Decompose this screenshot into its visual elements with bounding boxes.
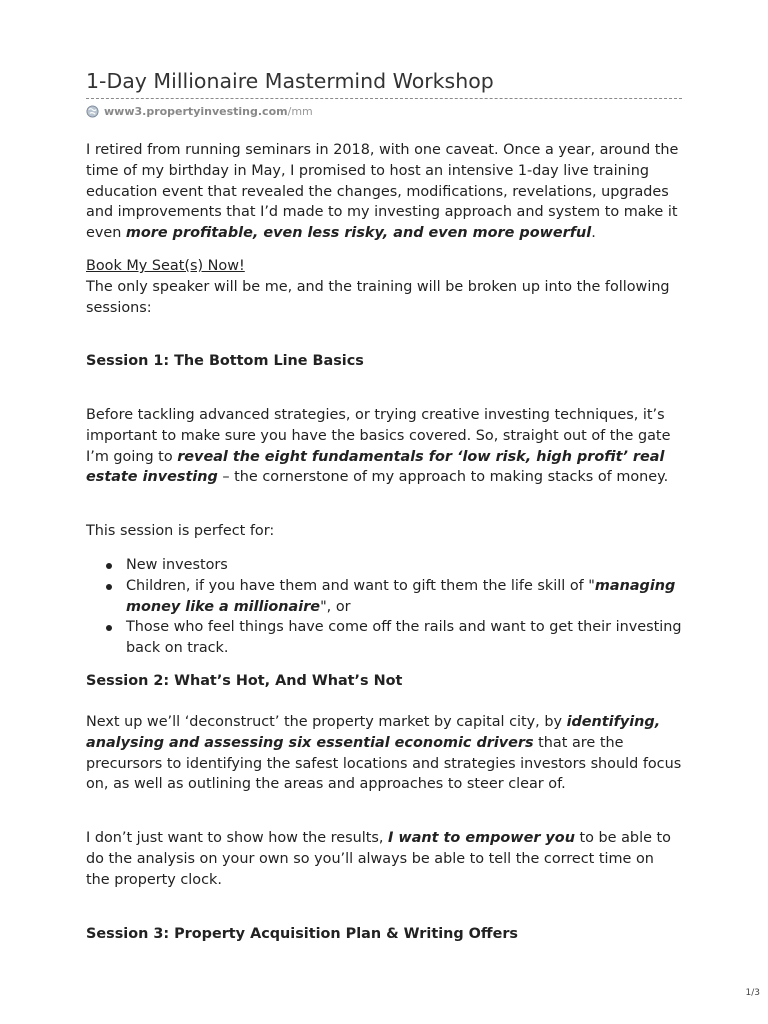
sessions-intro-text: The only speaker will be me, and the training will be broken up into the following sessions:	[86, 278, 670, 316]
book-seat-link[interactable]: Book My Seat(s) Now!	[86, 258, 245, 274]
globe-icon	[86, 105, 99, 118]
audience-list	[86, 555, 682, 659]
source-url[interactable]	[86, 103, 313, 119]
bullet-icon	[106, 625, 112, 631]
session1-audience-text: This session is perfect for:	[86, 523, 275, 539]
session1-end: – the cornerstone of my approach to making stacks of money.	[217, 469, 669, 486]
session1-emphasis: reveal the eight fundamentals for ‘low risk, high profit’ real estate investing	[86, 448, 665, 486]
list-item: Children, if you have them and want to gift them the life skill of "managing money like a millionaire", or	[86, 576, 682, 618]
session2-paragraph: Next up we’ll ‘deconstruct’ the property market by capital city, by identifying, analysing and assessing six essential economic drivers that are the precursors to identifying the safest locations and strategies investors should focus on, as well as outlining the areas and approaches to steer clear of.	[86, 714, 682, 793]
session1-paragraph	[86, 405, 682, 488]
intro-text: I retired from running seminars in 2018, with one caveat. Once a year, around the time of my birthday in May, I promised to host an intensive 1-day live training education event that revealed the changes, modifications, revelations, upgrades and improvements that I’d made to my investing approach and system to make it even	[86, 142, 679, 242]
page-number: 1/3	[745, 988, 760, 998]
title-divider	[86, 98, 682, 99]
empower-emphasis: I want to empower you	[388, 830, 575, 846]
session3-heading: Session 3: Property Acquisition Plan & Writing Offers	[86, 926, 518, 942]
intro-paragraph	[86, 140, 682, 244]
source-domain: www3.propertyinvesting.com	[104, 104, 288, 118]
list-item: New investors	[86, 555, 682, 576]
source-path: /mm	[287, 104, 313, 118]
session1-text: Before tackling advanced strategies, or trying creative investing techniques, it’s important to make sure you have the basics covered. So, straight out of the gate I’m going to	[86, 407, 671, 465]
cta-block	[86, 256, 682, 318]
session1-heading: Session 1: The Bottom Line Basics	[86, 353, 364, 369]
bullet-icon	[106, 563, 112, 569]
intro-end: .	[591, 225, 596, 242]
session2-heading: Session 2: What’s Hot, And What’s Not	[86, 673, 403, 689]
page-title: 1-Day Millionaire Mastermind Workshop	[86, 69, 494, 93]
intro-emphasis: more profitable, even less risky, and even more powerful	[125, 225, 592, 242]
session2-emphasis: identifying, analysing and assessing six essential economic drivers	[86, 714, 661, 751]
list-item: Those who feel things have come off the rails and want to get their investing back on track.	[86, 617, 682, 659]
bullet-icon	[106, 584, 112, 590]
session2-paragraph-2: I don’t just want to show how the results, I want to empower you to be able to do the analysis on your own so you’ll always be able to tell the correct time on the property clock.	[86, 830, 671, 888]
